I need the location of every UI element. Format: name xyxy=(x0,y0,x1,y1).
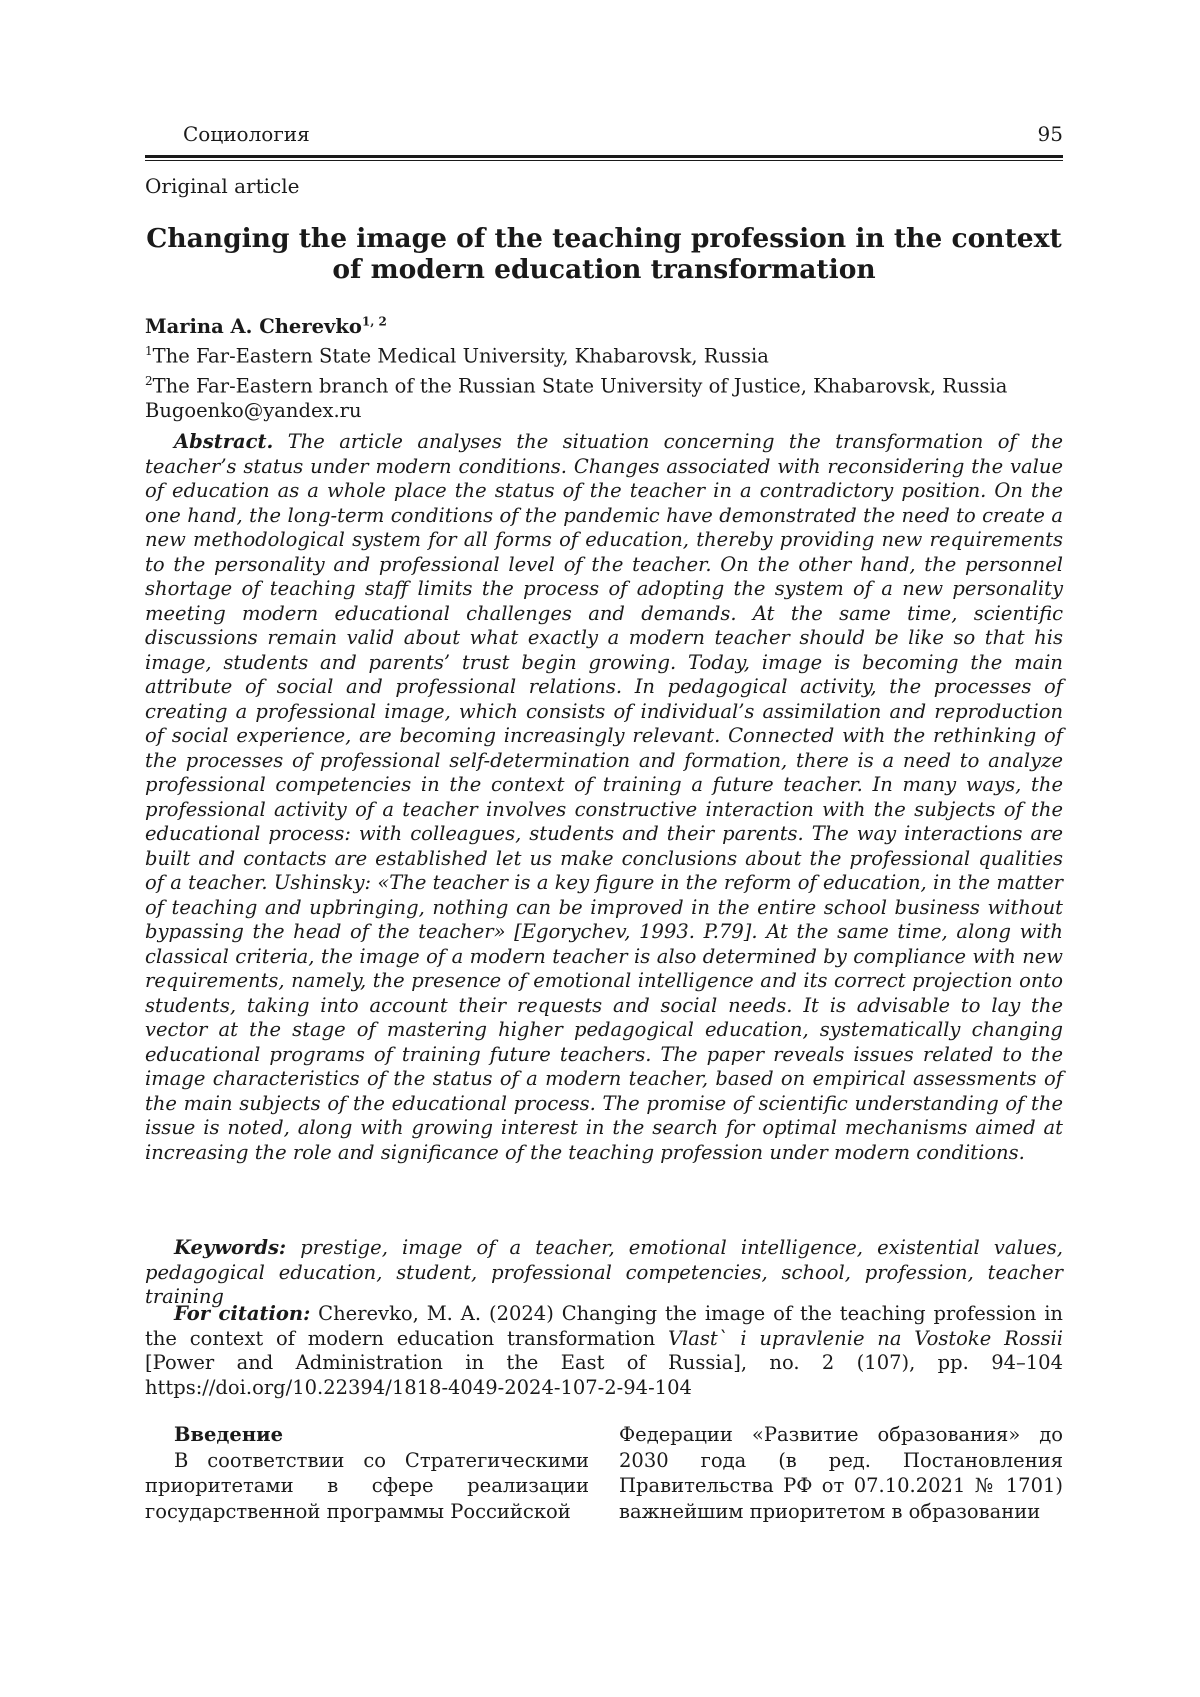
citation-label: For citation: xyxy=(174,1302,311,1325)
affiliation-1 xyxy=(145,339,1063,369)
abstract-text: The article analyses the situation concerning the transformation of the teacher’s status under modern conditions. Changes associated with reconsidering the value of education as a whole place the status of the teacher in a contradictory position. On the one hand, the long-term conditions of the pandemic have demonstrated the need to create a new methodological system for all forms of education, thereby providing new requirements to the personality and professional level of the teacher. On the other hand, the personnel shortage of teaching staff limits the process of adopting the system of a new personality meeting modern educational challenges and demands. At the same time, scientific discussions remain valid about what exactly a modern teacher should be like so that his image, students and parents’ trust begin growing. Today, image is becoming the main attribute of social and professional relations. In pedagogical activity, the processes of creating a professional image, which consists of individual’s assimilation and reproduction of social experience, are becoming increasingly relevant. Connected with the rethinking of the processes of professional self-determination and formation, there is a need to analyze professional competencies in the context of training a future teacher. In many ways, the professional activity of a teacher involves constructive interaction with the subjects of the educational process: with colleagues, students and their parents. The way interactions are built and contacts are established let us make conclusions about the professional qualities of a teacher. Ushinsky: «The teacher is a key figure in the reform of education, in the matter of teaching and upbringing, nothing can be improved in the entire school business without bypassing the head of the teacher» [Egorychev, 1993. P.79]. At the same time, along with classical criteria, the image of a modern teacher is also determined by compliance with new requirements, namely, the presence of emotional intelligence and its correct projection onto students, taking into account their requests and social needs. It is advisable to lay the vector at the stage of mastering higher pedagogical education, systematically changing educational programs of training future teachers. The paper reveals issues related to the image characteristics of the status of a modern teacher, based on empirical assessments of the main subjects of the educational process. The promise of scientific understanding of the issue is noted, along with growing interest in the search for optimal mechanisms aimed at increasing the role and significance of the teaching profession under modern conditions. xyxy=(145,430,1063,1164)
author-block xyxy=(145,309,1063,424)
keywords xyxy=(145,1236,1063,1310)
affiliation-mark: 2 xyxy=(145,374,153,388)
author-line xyxy=(145,309,1063,339)
article-type: Original article xyxy=(145,174,300,198)
citation-journal: Vlast` i upravlenie na Vostoke Rossii xyxy=(667,1326,1063,1350)
keywords-label: Keywords: xyxy=(174,1236,287,1259)
page-number: 95 xyxy=(1037,122,1063,146)
article-title: Changing the image of the teaching profession in the context of modern education transformation xyxy=(146,223,1062,285)
author-name: Marina A. Cherevko$^{1, 2}$ xyxy=(145,314,387,338)
body-paragraph: В соответствии со Стратегическими приоритетами в сфере реализации государственной программы Российской xyxy=(145,1448,589,1523)
section-heading: Введение xyxy=(174,1423,283,1446)
author-marks: 1, 2 xyxy=(361,314,387,328)
affiliation-text: The Far-Eastern branch of the Russian State University of Justice, Khabarovsk, Russia xyxy=(152,374,1008,398)
citation-text-after: [Power and Administration in the East of Russia], no. 2 (107), pp. 94–104 https://doi.org/10.22394/1818-4049-2024-107-2-94-104 xyxy=(145,1351,1063,1399)
body-column-left xyxy=(145,1422,589,1524)
running-header xyxy=(145,122,1063,152)
body-column-right xyxy=(619,1422,1063,1524)
keywords-text: prestige, image of a teacher, emotional intelligence, existential values, pedagogical education, student, professional competencies, school, profession, teacher training xyxy=(145,1236,1063,1308)
author-email: Bugoenko@yandex.ru xyxy=(145,399,362,422)
affiliation-mark: 1 xyxy=(145,344,153,358)
citation-text: Cherevko, M. A. (2024) Changing the image of the teaching profession in the context of modern education transformation xyxy=(145,1302,1063,1350)
citation xyxy=(145,1302,1063,1400)
section-name: Социология xyxy=(183,122,310,146)
abstract-label: Abstract. xyxy=(174,430,274,453)
abstract xyxy=(145,430,1063,1165)
affiliation-text: The Far-Eastern State Medical University, Khabarovsk, Russia xyxy=(152,344,769,368)
header-rule-thick xyxy=(145,155,1063,158)
affiliation-2 xyxy=(145,369,1063,399)
body-paragraph-continued: Федерации «Развитие образования» до 2030 года (в ред. Постановления Правительства РФ от 07.10.2021 № 1701) важнейшим приоритетом в образовании xyxy=(619,1423,1063,1523)
header-rule-thin xyxy=(145,160,1063,161)
